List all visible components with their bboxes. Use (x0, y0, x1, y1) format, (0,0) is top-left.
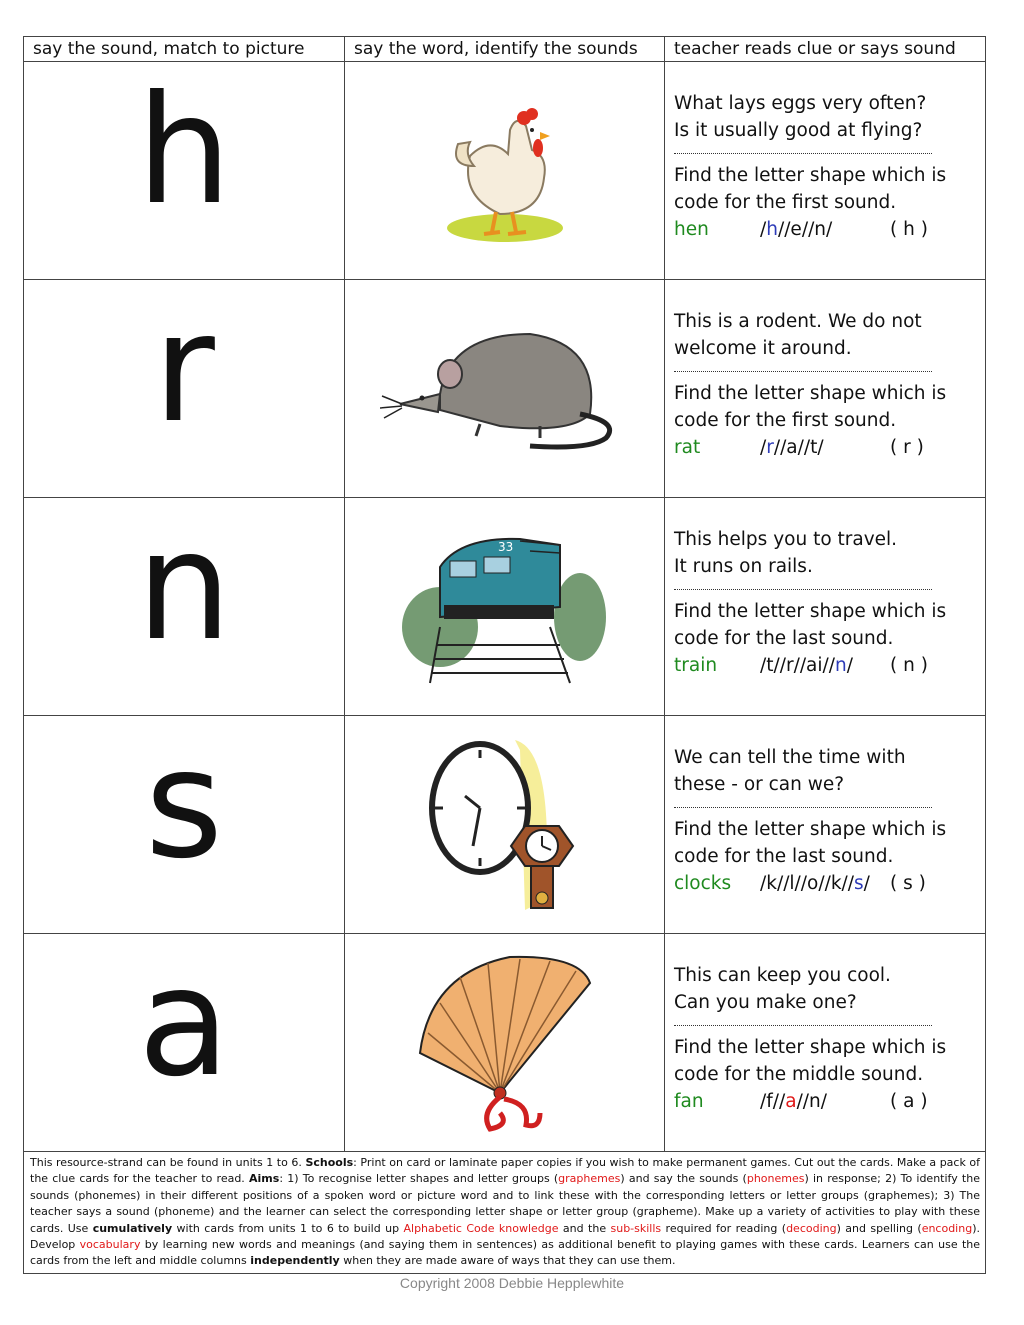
answer-word: rat (674, 437, 701, 458)
answer-word: train (674, 655, 718, 676)
note-text: : Print on card or laminate paper copies if you wish to make permanent games. Cut out the cards. Make a pack of the clue cards for the teacher to read. (30, 1156, 980, 1186)
answer-sounds (760, 216, 880, 243)
note-text: with cards from units 1 to 6 to build up (172, 1221, 404, 1235)
answer-grapheme: ( n ) (890, 655, 928, 676)
note-text: sub-skills (610, 1221, 662, 1235)
sound-part: / (773, 437, 781, 458)
clue-line: We can tell the time with (674, 747, 906, 768)
clue-cell (665, 716, 986, 934)
header-row (24, 37, 986, 62)
dotted-divider (674, 1016, 932, 1026)
answer-line (674, 1088, 977, 1115)
sound-part: /f/ (760, 1091, 779, 1112)
clue-line: welcome it around. (674, 338, 852, 359)
sound-part: s (854, 873, 864, 894)
instruction-line: Find the letter shape which is (674, 383, 947, 404)
note-text: ) and spelling ( (836, 1221, 922, 1235)
clue-line: This is a rodent. We do not (674, 311, 922, 332)
note-text: graphemes (558, 1172, 621, 1186)
clue-line: This can keep you cool. (674, 965, 891, 986)
letter-cell (24, 62, 345, 280)
answer-grapheme: ( a ) (890, 1091, 928, 1112)
clue-text (665, 716, 985, 897)
train-icon (345, 498, 664, 715)
header-picture: say the word, identify the sounds (345, 37, 665, 62)
sound-part: / (760, 437, 767, 458)
hen-icon (345, 62, 664, 279)
sound-part: /ai/ (799, 655, 829, 676)
sound-part: n (835, 655, 847, 676)
sound-part: / (828, 655, 835, 676)
clue-line: It runs on rails. (674, 556, 813, 577)
note-text: phonemes (746, 1172, 805, 1186)
letter-shape: a (138, 936, 230, 1110)
sound-part: /o/ (800, 873, 825, 894)
note-text: ) and say the sounds ( (620, 1172, 747, 1186)
instruction-line: Find the letter shape which is (674, 819, 947, 840)
sound-part: /r/ (779, 655, 800, 676)
note-text: and the (558, 1221, 611, 1235)
note-text: Aims (249, 1172, 280, 1186)
note-text: when they are made aware of ways that they can use them. (339, 1254, 676, 1268)
rat-icon (345, 280, 664, 497)
sound-part: /l/ (783, 873, 801, 894)
clue-line: these - or can we? (674, 774, 845, 795)
answer-line (674, 434, 977, 461)
letter-cell (24, 934, 345, 1152)
clue-text (665, 934, 985, 1115)
note-text: Alphabetic Code knowledge (403, 1221, 559, 1235)
sound-part: /k/ (824, 873, 848, 894)
note-text: encoding (921, 1221, 973, 1235)
card-row (24, 716, 986, 934)
clue-line: Can you make one? (674, 992, 857, 1013)
answer-line (674, 652, 977, 679)
answer-word: clocks (674, 873, 732, 894)
clue-cell (665, 62, 986, 280)
sound-part: / (846, 655, 853, 676)
sound-part: /e/ (784, 219, 809, 240)
note-text: ) in response; 2) To identify the sounds (phonemes) in their different positions of a spoken word or picture word and to link these with the corresponding letters or letter groups (graphemes); 3) The teacher says a sound (phoneme) and the learner can select the corresponding letter shape or letter group (grapheme). Make up a variety of activities to play with these cards. Use (30, 1172, 980, 1235)
header-clue: teacher reads clue or says sound (665, 37, 986, 62)
picture-cell (345, 498, 665, 716)
answer-sounds (760, 870, 880, 897)
picture-cell (345, 280, 665, 498)
sound-part: /a/ (780, 437, 804, 458)
answer-line (674, 870, 977, 897)
answer-sounds (760, 1088, 880, 1115)
clue-line: Is it usually good at flying? (674, 120, 923, 141)
picture-cell (345, 716, 665, 934)
letter-cell (24, 716, 345, 934)
fan-icon (345, 934, 664, 1151)
sound-part: /k/ (760, 873, 784, 894)
clue-cell (665, 498, 986, 716)
header-letter: say the sound, match to picture (24, 37, 345, 62)
sound-part: /t/ (803, 437, 824, 458)
note-text: cumulatively (92, 1221, 173, 1235)
sound-part: h (766, 219, 778, 240)
note-text: by learning new words and meanings (and saying them in sentences) as additional benefit to playing games with these cards. Learners can use the cards from the left and middle columns (30, 1238, 980, 1268)
instruction-line: Find the letter shape which is (674, 1037, 947, 1058)
sound-part: r (766, 437, 774, 458)
dotted-divider (674, 580, 932, 590)
answer-grapheme: ( h ) (890, 219, 928, 240)
picture-cell (345, 62, 665, 280)
letter-shape: n (136, 500, 232, 674)
card-row (24, 280, 986, 498)
answer-line (674, 216, 977, 243)
note-text: This resource-strand can be found in units 1 to 6. (30, 1156, 306, 1169)
answer-word: hen (674, 219, 709, 240)
sound-part: / (863, 873, 870, 894)
note-text: Schools (305, 1156, 354, 1169)
sound-part: /n/ (802, 1091, 827, 1112)
answer-grapheme: ( s ) (890, 873, 926, 894)
sound-part: / (796, 1091, 803, 1112)
letter-cell (24, 280, 345, 498)
instruction-line: Find the letter shape which is (674, 165, 947, 186)
answer-grapheme: ( r ) (890, 437, 924, 458)
instruction-line: code for the first sound. (674, 192, 897, 213)
answer-sounds (760, 652, 880, 679)
sound-part: / (847, 873, 855, 894)
answer-word: fan (674, 1091, 704, 1112)
dotted-divider (674, 362, 932, 372)
clue-line: What lays eggs very often? (674, 93, 927, 114)
clue-text (665, 280, 985, 461)
picture-cell (345, 934, 665, 1152)
instruction-line: Find the letter shape which is (674, 601, 947, 622)
note-text: decoding (786, 1221, 837, 1235)
answer-sounds (760, 434, 880, 461)
card-row (24, 498, 986, 716)
card-row (24, 62, 986, 280)
instructions-note (23, 1152, 986, 1274)
note-text: independently (250, 1254, 340, 1268)
letter-shape: s (144, 718, 224, 892)
card-sheet (23, 36, 985, 1274)
letter-cell (24, 498, 345, 716)
sound-part: /t/ (760, 655, 780, 676)
letter-shape: r (153, 282, 215, 456)
sound-part: / (777, 219, 785, 240)
instruction-line: code for the last sound. (674, 628, 894, 649)
sound-part: / (760, 219, 767, 240)
clue-text (665, 62, 985, 243)
note-text: : 1) To recognise letter shapes and letter groups ( (279, 1172, 559, 1186)
cards-table (23, 36, 986, 1152)
svg-text:33: 33 (497, 539, 513, 554)
instruction-line: code for the first sound. (674, 410, 897, 431)
clue-text (665, 498, 985, 679)
clue-cell (665, 934, 986, 1152)
note-text: vocabulary (79, 1238, 141, 1252)
dotted-divider (674, 144, 932, 154)
copyright: Copyright 2008 Debbie Hepplewhite (399, 1275, 625, 1291)
instruction-line: code for the last sound. (674, 846, 894, 867)
note-text: ). Develop (30, 1221, 980, 1252)
letter-shape: h (136, 64, 232, 238)
clue-line: This helps you to travel. (674, 529, 898, 550)
sound-part: /n/ (808, 219, 833, 240)
instruction-line: code for the middle sound. (674, 1064, 924, 1085)
clocks-icon (345, 716, 664, 933)
dotted-divider (674, 798, 932, 808)
clue-cell (665, 280, 986, 498)
note-text: required for reading ( (661, 1221, 787, 1235)
sound-part: a (785, 1091, 797, 1112)
card-row (24, 934, 986, 1152)
sound-part: / (778, 1091, 786, 1112)
